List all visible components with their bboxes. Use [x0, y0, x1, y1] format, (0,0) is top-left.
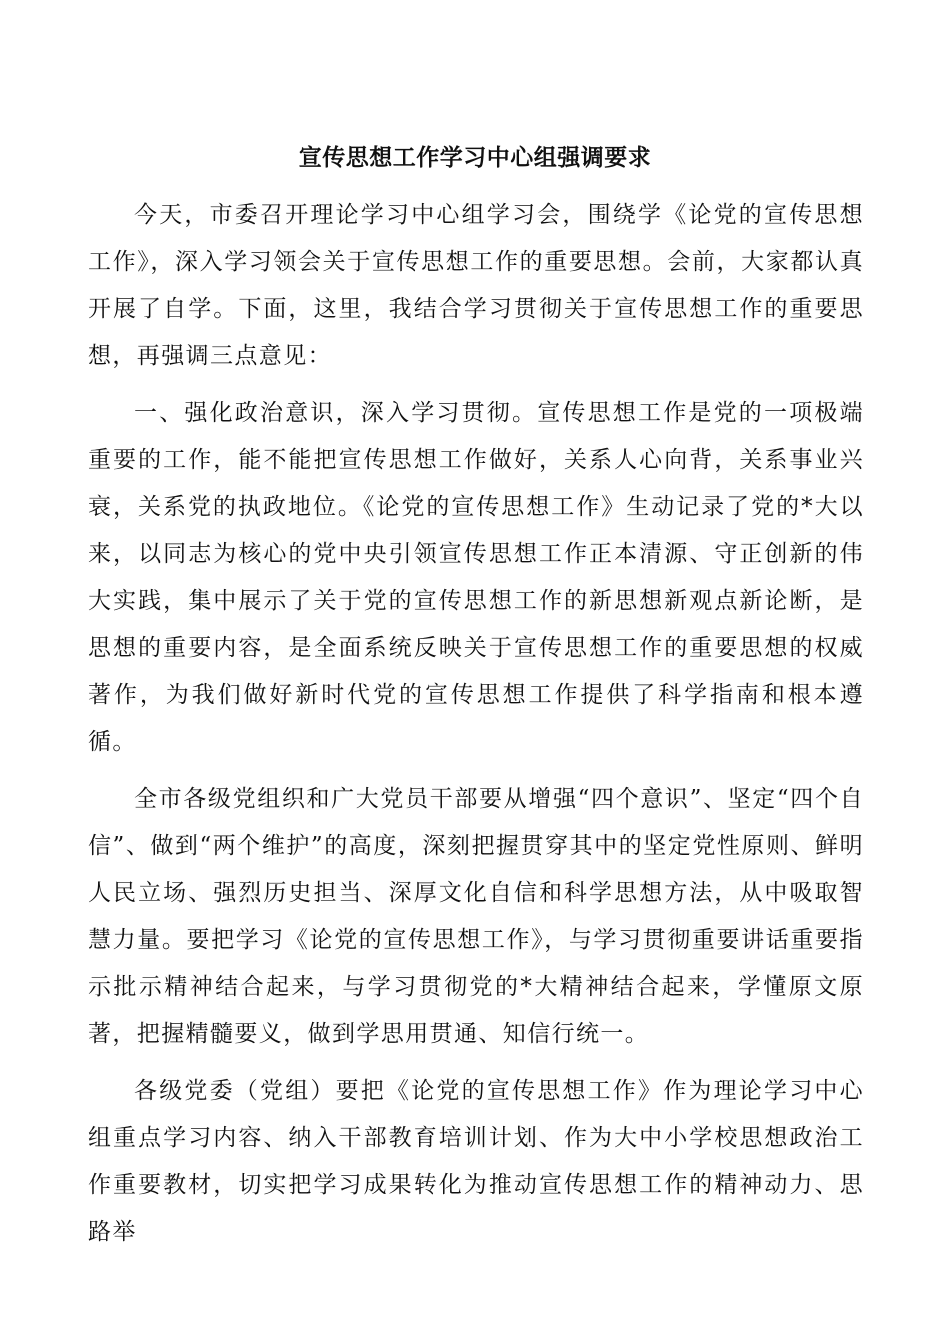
paragraph-point-one: 一、强化政治意识，深入学习贯彻。宣传思想工作是党的一项极端重要的工作，能不能把宣传思想工作做好，关系人心向背，关系事业兴衰，关系党的执政地位。《论党的宣传思想工作》生动记录了党的*大以来，以同志为核心的党中央引领宣传思想工作正本清源、守正创新的伟大实践，集中展示了关于党的宣传思想工作的新思想新观点新论断，是思想的重要内容，是全面系统反映关于宣传思想工作的重要思想的权威著作，为我们做好新时代党的宣传思想工作提供了科学指南和根本遵循。 [88, 400, 864, 755]
paragraph-party-organizations: 全市各级党组织和广大党员干部要从增强“四个意识”、坚定“四个自信”、做到“两个维护”的高度，深刻把握贯穿其中的坚定党性原则、鲜明人民立场、强烈历史担当、深厚文化自信和科学思想方法，从中吸取智慧力量。要把学习《论党的宣传思想工作》，与学习贯彻重要讲话重要指示批示精神结合起来，与学习贯彻党的*大精神结合起来，学懂原文原著，把握精髓要义，做到学思用贯通、知信行统一。 [88, 786, 864, 1047]
paragraph-party-committees: 各级党委（党组）要把《论党的宣传思想工作》作为理论学习中心组重点学习内容、纳入干部教育培训计划、作为大中小学校思想政治工作重要教材，切实把学习成果转化为推动宣传思想工作的精神动力、思路举 [88, 1078, 864, 1245]
document-title: 宣传思想工作学习中心组强调要求 [298, 145, 652, 171]
document-body [88, 192, 864, 1266]
paragraph-intro: 今天，市委召开理论学习中心组学习会，围绕学《论党的宣传思想工作》，深入学习领会关于宣传思想工作的重要思想。会前，大家都认真开展了自学。下面，这里，我结合学习贯彻关于宣传思想工作的重要思想，再强调三点意见： [88, 202, 864, 369]
